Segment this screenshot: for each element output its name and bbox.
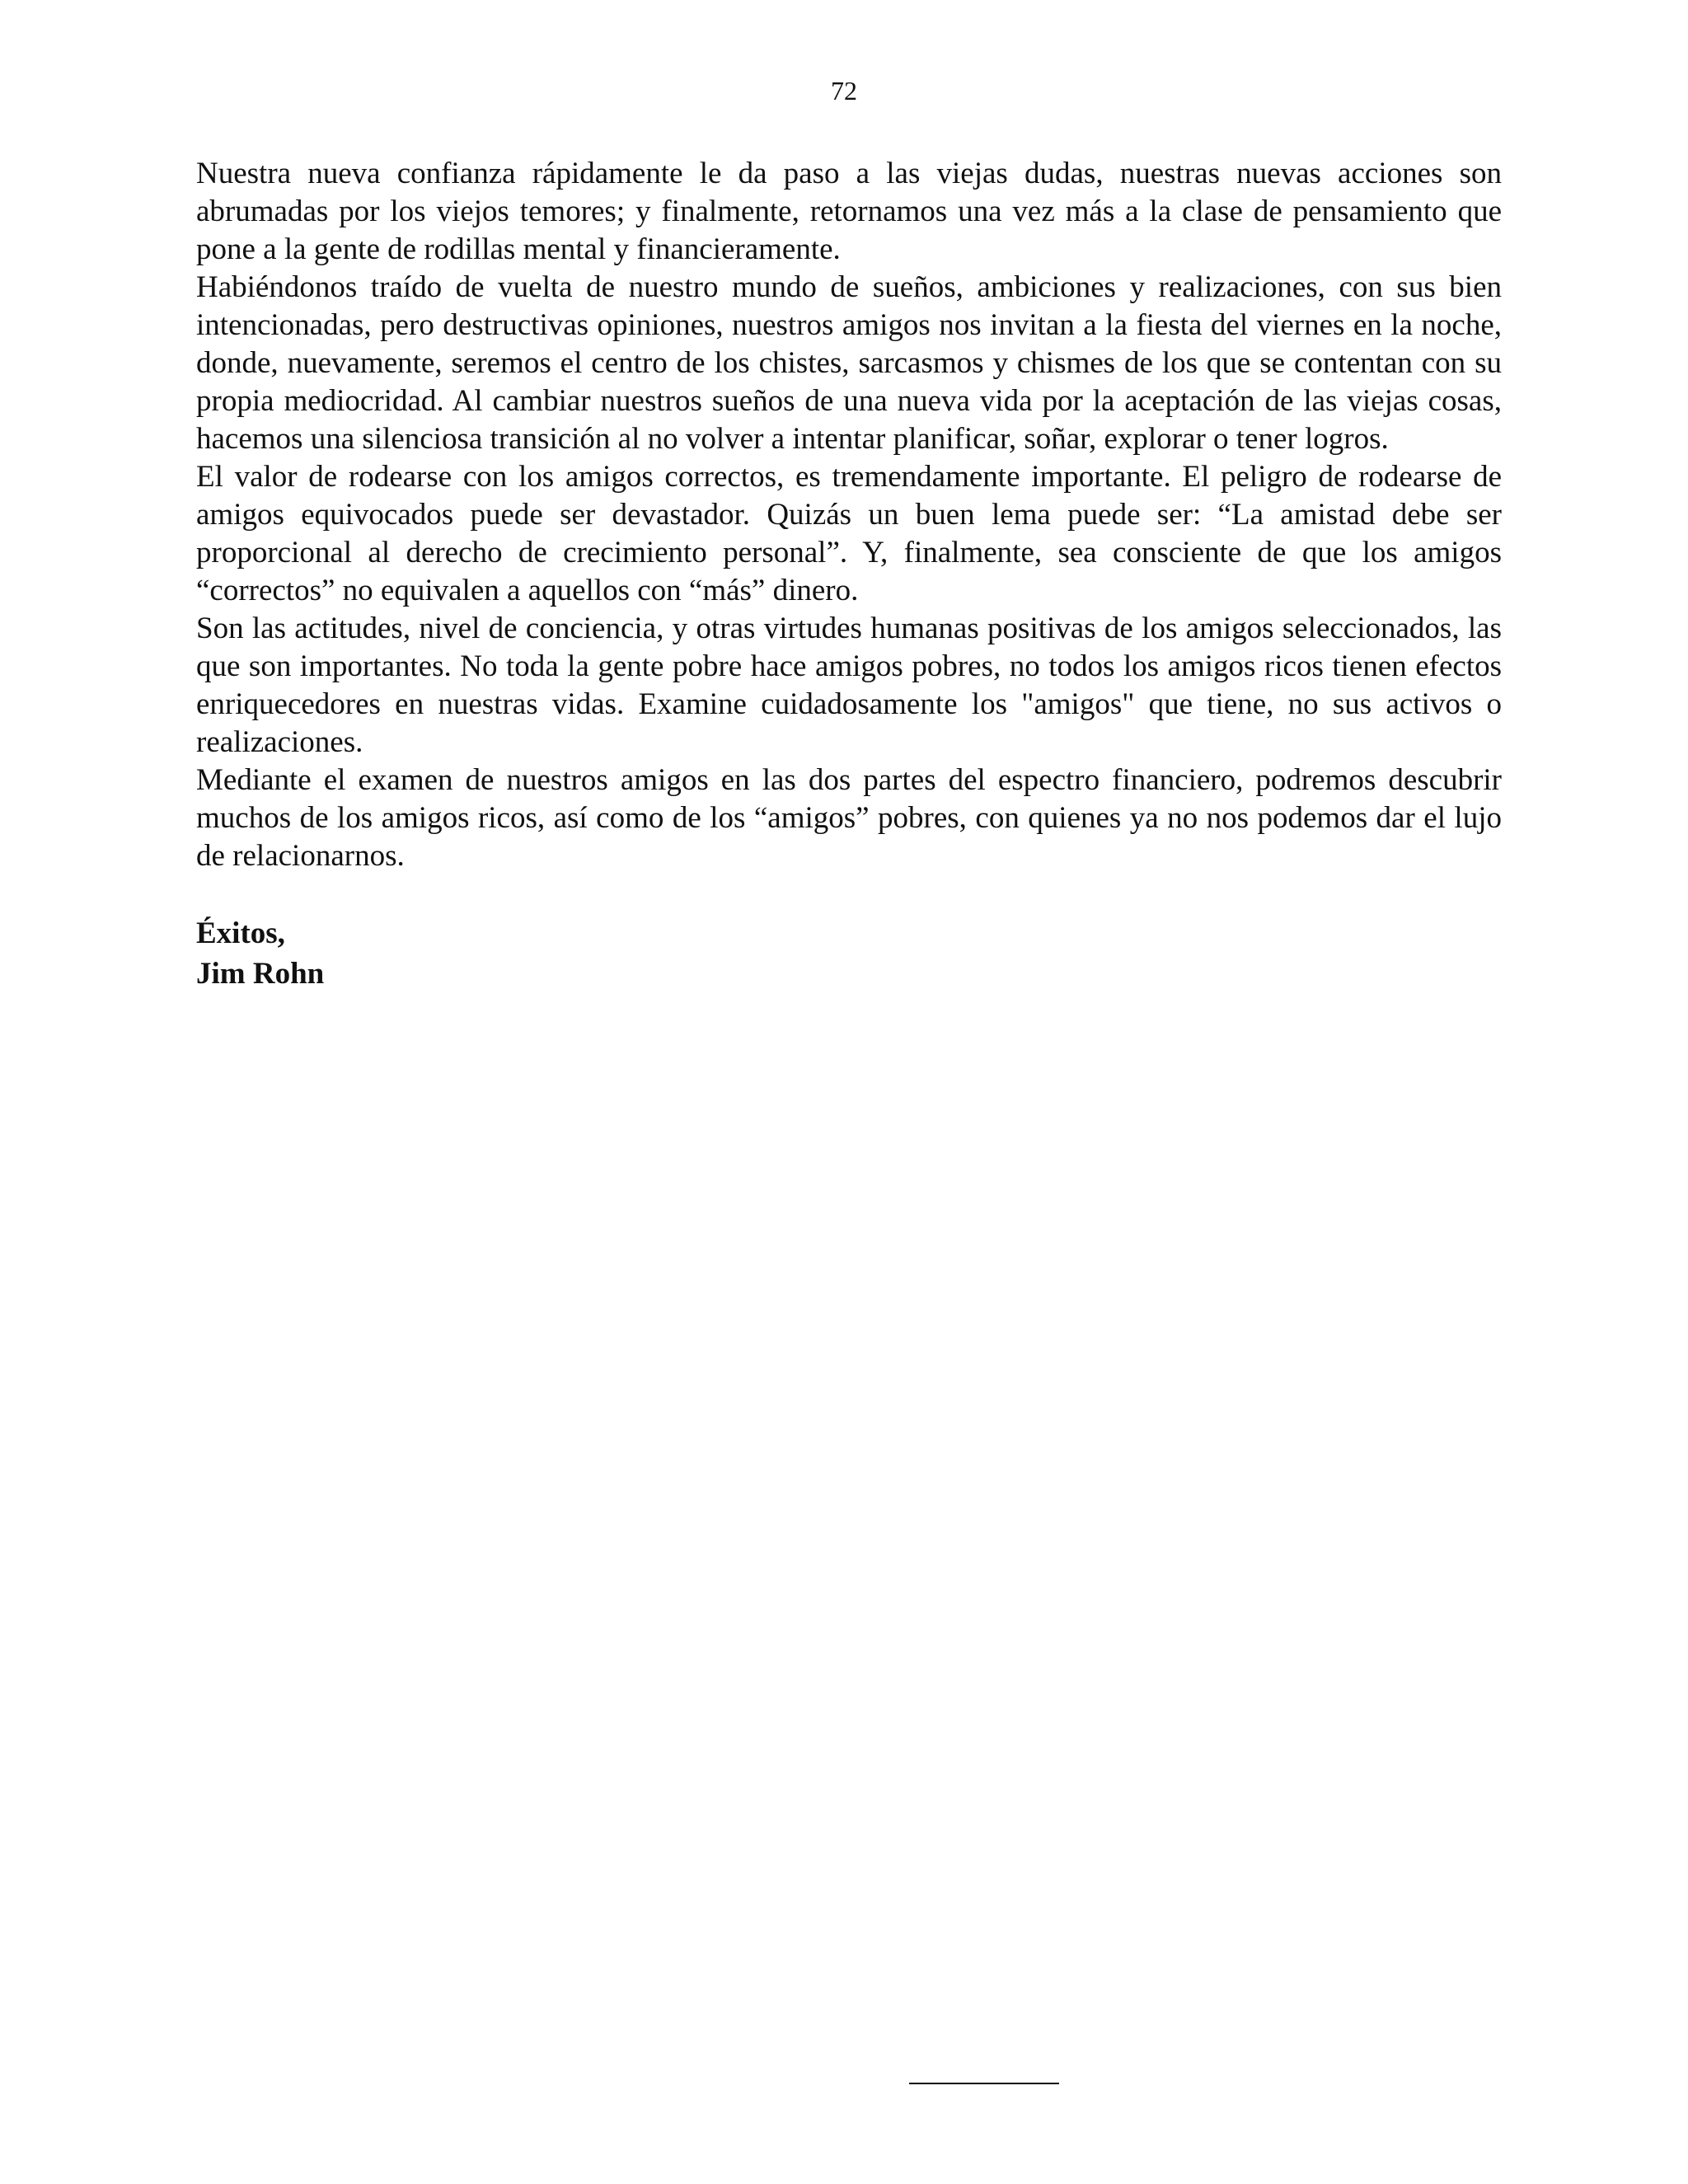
signoff-closing: Éxitos, <box>196 916 285 950</box>
document-body <box>196 155 1502 994</box>
body-paragraph: El valor de rodearse con los amigos correctos, es tremendamente importante. El peligro de rodearse de amigos equivocados puede ser devastador. Quizás un buen lema puede ser: “La amistad debe ser proporcional al derecho de crecimiento personal”. Y, finalmente, sea consciente de que los amigos “correctos” no equivalen a aquellos con “más” dinero. <box>196 460 1502 607</box>
page-number: 72 <box>831 76 857 105</box>
body-paragraph: Mediante el examen de nuestros amigos en las dos partes del espectro financiero, podremos descubrir muchos de los amigos ricos, así como de los “amigos” pobres, con quienes ya no nos podemos dar el lujo de relacionarnos. <box>196 763 1502 873</box>
footnote-separator <box>909 2083 1059 2084</box>
body-paragraph: Habiéndonos traído de vuelta de nuestro mundo de sueños, ambiciones y realizaciones, con sus bien intencionadas, pero destructivas opiniones, nuestros amigos nos invitan a la fiesta del viernes en la noche, donde, nuevamente, seremos el centro de los chistes, sarcasmos y chismes de los que se contentan con su propia mediocridad. Al cambiar nuestros sueños de una nueva vida por la aceptación de las viejas cosas, hacemos una silenciosa transición al no volver a intentar planificar, soñar, explorar o tener logros. <box>196 270 1502 456</box>
body-paragraph: Nuestra nueva confianza rápidamente le da paso a las viejas dudas, nuestras nuevas acciones son abrumadas por los viejos temores; y finalmente, retornamos una vez más a la clase de pensamiento que pone a la gente de rodillas mental y financieramente. <box>196 157 1502 266</box>
signoff-author: Jim Rohn <box>196 957 325 991</box>
body-paragraph: Son las actitudes, nivel de conciencia, y otras virtudes humanas positivas de los amigos seleccionados, las que son importantes. No toda la gente pobre hace amigos pobres, no todos los amigos ricos tienen efectos enriquecedores en nuestras vidas. Examine cuidadosamente los "amigos" que tiene, no sus activos o realizaciones. <box>196 612 1502 759</box>
signoff <box>196 913 1502 994</box>
